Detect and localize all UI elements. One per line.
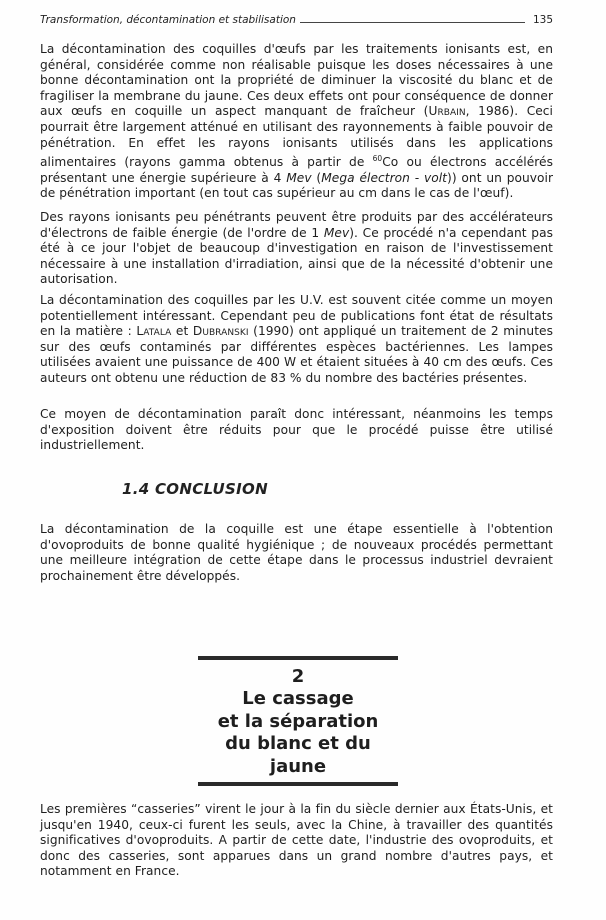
text-run: )) ont un pouvoir de pénétration important (en tout cas supérieur au cm dans le cas de l'œuf). <box>40 170 554 201</box>
author-citation: Latala <box>136 324 172 339</box>
header-rule <box>300 22 525 23</box>
paragraph-text: Les premières “casseries” virent le jour à la fin du siècle dernier aux États-Unis, et jusqu'en 1940, ceux-ci furent les seuls, avec la Chine, à travailler des quantités significatives d'ovoproduits. A partir de cette date, l'industrie des ovoproduits, et donc des casseries, sont apparues dans un grand nombre d'autres pays, et notamment en France. <box>40 802 553 879</box>
page-number: 135 <box>532 14 553 26</box>
paragraph-text <box>40 210 553 288</box>
text-run: La décontamination des coquilles d'œufs par les traitements ionisants est, en général, considérée comme non réalisable puisque les doses nécessaires à une bonne décontamination ont la propriété de diminuer la viscosité du blanc et de fragiliser la membrane du jaune. Ces deux effets ont pour conséquence de donner aux œufs en coquille un aspect manquant de fraîcheur ( <box>40 42 553 119</box>
text-run: La décontamination des coquilles par les U.V. est souvent citée comme un moyen potentiellement intéressant. Cependant peu de publications font état de résultats en la matière : <box>40 293 553 339</box>
paragraph-text <box>40 293 553 387</box>
paragraph-text: Ce moyen de décontamination paraît donc intéressant, néanmoins les temps d'exposition doivent être réduits pour que le procédé puisse être utilisé industriellement. <box>40 407 553 453</box>
chapter-title-line: Le cassage <box>242 688 354 709</box>
text-run: Des rayons ionisants peu pénétrants peuvent être produits par des accélérateurs d'électrons de faible énergie (de l'ordre de 1 <box>40 210 553 240</box>
author-citation: Urbain <box>428 104 466 119</box>
conclusion-paragraph <box>40 522 553 584</box>
unit-text: Mev <box>323 225 350 240</box>
text-run: et <box>171 324 193 339</box>
paragraph-irradiation <box>40 42 553 202</box>
paragraph-text: La décontamination de la coquille est une étape essentielle à l'obtention d'ovoproduits de bonne qualité hygiénique ; de nouveaux procédés permettant une meilleure intégration de cette étape dans le processus industriel devraient prochainement être développés. <box>40 522 553 583</box>
unit-text: Mev <box>286 170 312 185</box>
chapter-number: 2 <box>291 666 305 687</box>
chapter-title-block <box>198 656 398 786</box>
chapter-rule-bottom <box>198 782 398 786</box>
isotope-superscript: 60 <box>372 154 383 164</box>
text-run: ). Ce procédé n'a cependant pas été à ce jour l'objet de beaucoup d'investigation en raison de l'investissement nécessaire à une installation d'irradiation, ainsi que de la nécessité d'obtenir une autorisation. <box>40 225 553 287</box>
chapter-rule-top <box>198 656 398 660</box>
unit-expansion: Mega électron - volt <box>321 170 448 185</box>
paragraph-text <box>40 42 553 202</box>
text-run: ( <box>311 170 322 185</box>
running-title: Transformation, décontamination et stabilisation <box>40 14 296 26</box>
chapter-title-line: du blanc et du jaune <box>225 733 371 777</box>
author-citation: Dubranski <box>192 324 249 339</box>
text-run: (1990) ont appliqué un traitement de 2 minutes sur des œufs contaminés par différentes espèces bactériennes. Les lampes utilisées avaient une puissance de 400 W et étaient situées à 40 cm des œufs. Ces auteurs ont obtenu une réduction de 83 % du nombre des bactéries présentes. <box>40 324 553 385</box>
section-heading: 1.4 CONCLUSION <box>122 480 268 498</box>
chapter-intro-paragraph <box>40 802 553 880</box>
paragraph-uv-conclusion <box>40 407 553 454</box>
running-header <box>40 12 553 26</box>
paragraph-uv <box>40 293 553 387</box>
text-run: , 1986). Ceci pourrait être largement atténué en utilisant des rayonnements à faible pouvoir de pénétration. En effet les rayons ionisants utilisés dans les applications alimentaires (rayons gamma obtenus à partir de <box>40 104 553 170</box>
paragraph-low-energy-electrons <box>40 210 553 288</box>
chapter-title-line: et la séparation <box>217 710 379 732</box>
text-run: Co ou électrons accélérés présentant une énergie supérieure à 4 <box>40 155 553 185</box>
